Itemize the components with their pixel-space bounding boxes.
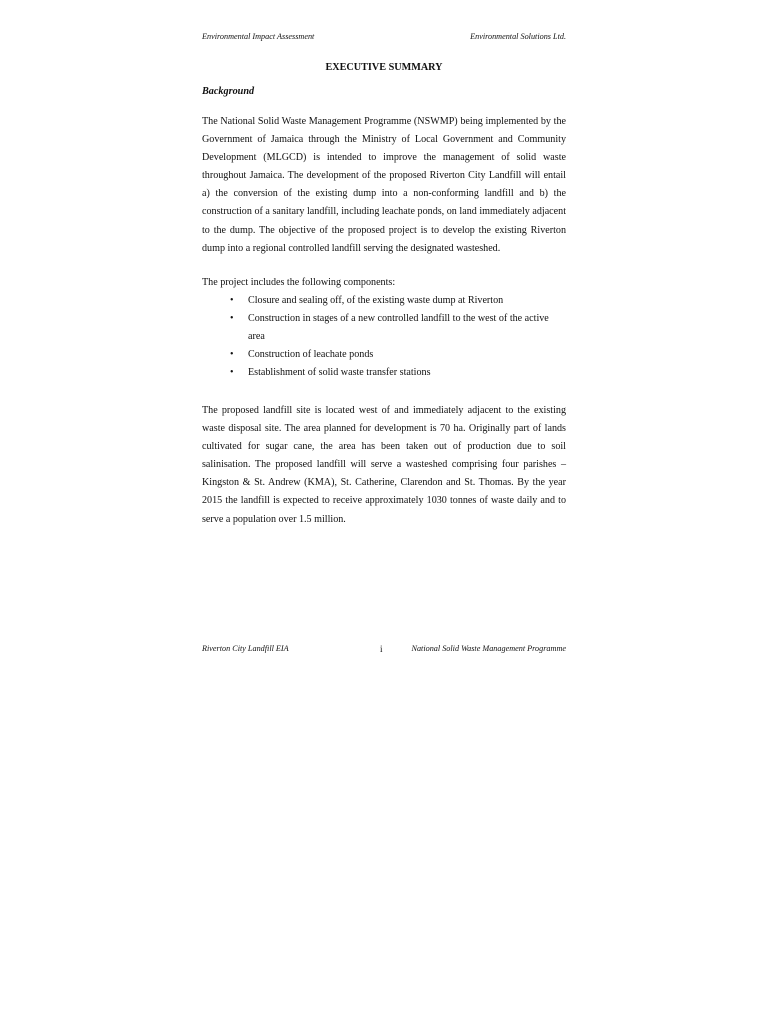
bullet-icon: • [230, 295, 234, 306]
subheading-background: Background [202, 86, 255, 97]
list-item [230, 292, 566, 310]
list-item-text: Closure and sealing off, of the existing waste dump at Riverton [248, 295, 504, 306]
paragraph-components-lead: The project includes the following components: [202, 277, 396, 288]
bullet-icon: • [230, 349, 234, 361]
list-item-text: Establishment of solid waste transfer stations [248, 367, 431, 379]
bullet-icon: • [230, 313, 234, 325]
paragraph-site-description: The proposed landfill site is located west of and immediately adjacent to the existing waste disposal site. The area planned for development is 70 ha. Originally part of lands cultivated for sugar cane, the area has been taken out of production due to soil salinisation. The proposed landfill will serve a wasteshed comprising four parishes – Kingston & St. Andrew (KMA), St. Catherine, Clarendon and St. Thomas. By the year 2015 the landfill is expected to receive approximately 1030 tonnes of waste daily and to serve a population over 1.5 million. [202, 405, 566, 525]
page-number: i [380, 644, 383, 654]
list-item-text: Construction in stages of a new controlled landfill to the west of the active area [248, 313, 549, 343]
document-page [202, 0, 566, 1024]
list-item-text: Construction of leachate ponds [248, 349, 374, 361]
section-title: EXECUTIVE SUMMARY [325, 62, 443, 73]
list-item [230, 346, 566, 364]
components-list [230, 292, 566, 382]
paragraph-intro: The National Solid Waste Management Programme (NSWMP) being implemented by the Government of Jamaica through the Ministry of Local Government and Community Development (MLGCD) is intended to improve the management of solid waste throughout Jamaica. The development of the proposed Riverton City Landfill will entail a) the conversion of the existing dump into a non-conforming landfill and b) the construction of a sanitary landfill, including leachate ponds, on land immediately adjacent to the dump. The objective of the proposed project is to develop the existing Riverton dump into a regional controlled landfill serving the designated wasteshed. [202, 116, 566, 254]
list-item [230, 310, 566, 346]
footer-right-text: National Solid Waste Management Programme [411, 644, 566, 653]
running-footer [202, 644, 566, 656]
bullet-icon: • [230, 367, 234, 379]
list-item [230, 364, 566, 382]
header-left-text: Environmental Impact Assessment [202, 32, 315, 41]
header-right-text: Environmental Solutions Ltd. [470, 32, 566, 41]
footer-left-text: Riverton City Landfill EIA [202, 644, 289, 653]
running-header [202, 32, 566, 44]
